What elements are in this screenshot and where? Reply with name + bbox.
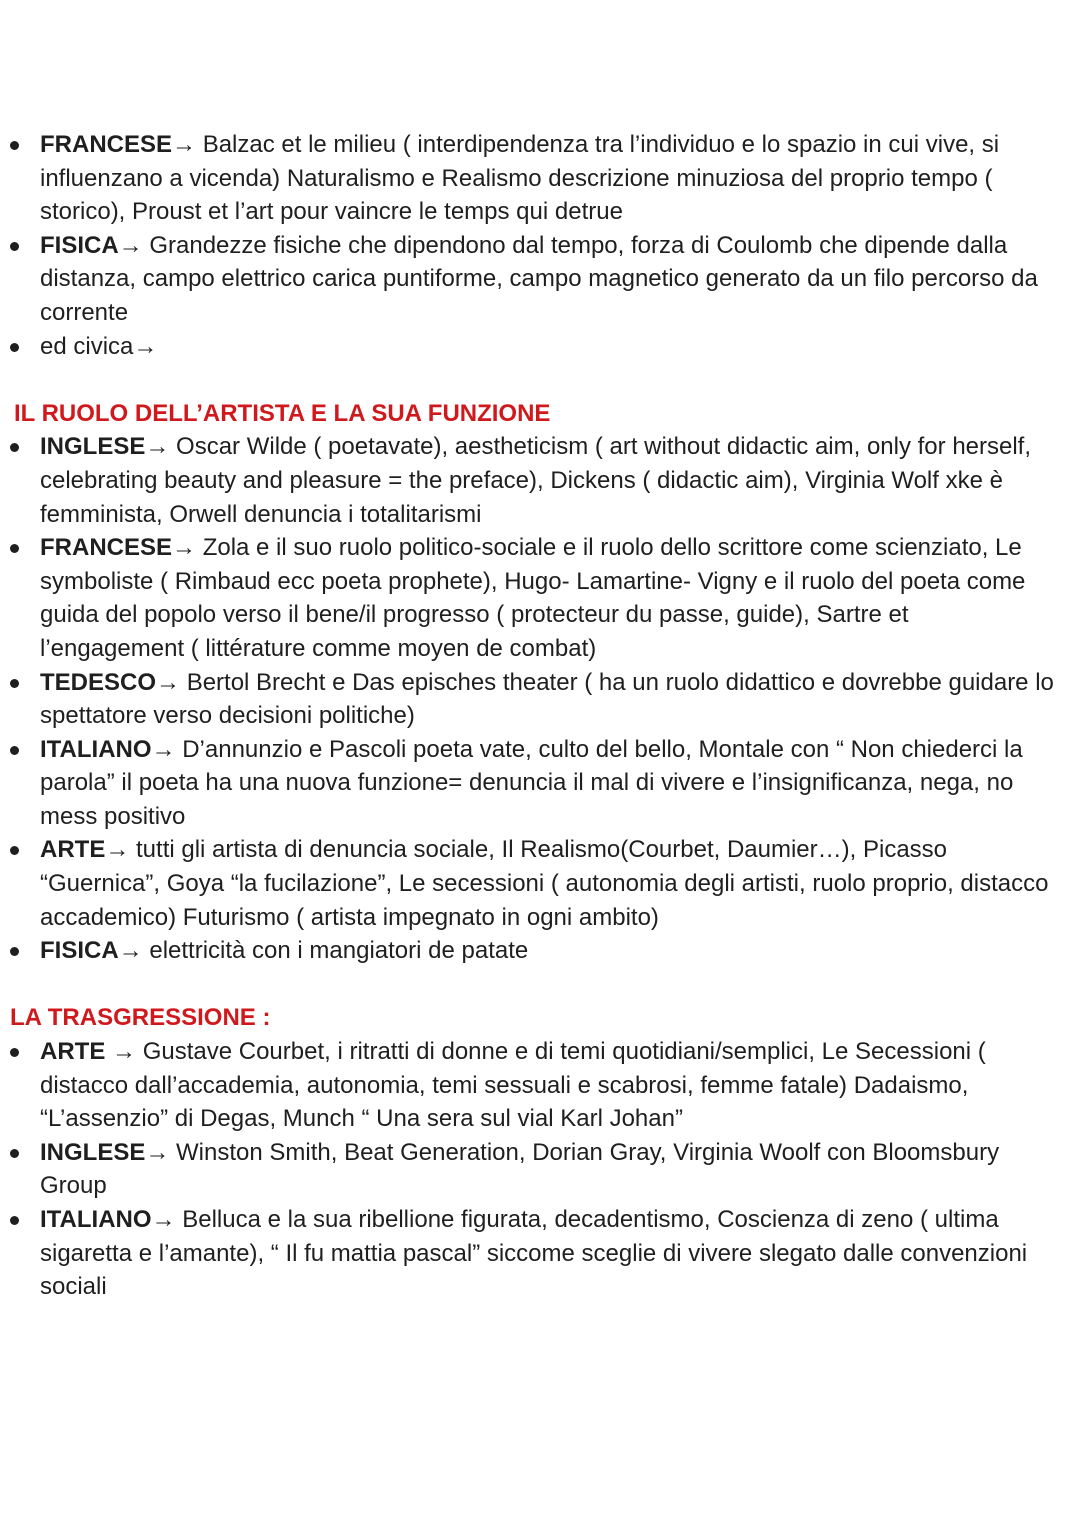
bullet-list-section-1	[0, 128, 1080, 363]
subject-label: ITALIANO	[40, 735, 152, 763]
item-text: Oscar Wilde ( poetavate), aestheticism ( art without didactic aim, only for herself, celebrating beauty and pleasure = the preface), Dickens ( didactic aim), Virginia Wolf xke è femminista, Orwell denuncia i totalitarismi	[40, 433, 1032, 528]
list-item	[0, 531, 1058, 665]
subject-label: TEDESCO	[40, 668, 157, 696]
arrow-glyph: →	[118, 937, 150, 965]
arrow-glyph: →	[172, 534, 203, 562]
bullet-icon	[10, 1216, 19, 1225]
subject-label: ARTE	[40, 1038, 106, 1066]
bullet-icon	[10, 544, 19, 553]
list-item	[0, 1136, 1058, 1203]
subject-label: FISICA	[40, 231, 119, 259]
subject-label: FISICA	[40, 937, 119, 965]
arrow-glyph: →	[145, 433, 177, 461]
subject-label: INGLESE	[40, 433, 146, 461]
item-text: Zola e il suo ruolo politico-sociale e il ruolo dello scrittore come scienziato, Le symboliste ( Rimbaud ecc poeta prophete), Hugo- Lamartine- Vigny e il ruolo del poeta come guida del popolo verso il bene/il progresso ( protecteur du passe, guide), Sartre et l’engagement ( littérature comme moyen de combat)	[40, 534, 1026, 662]
subject-label: FRANCESE	[40, 534, 173, 562]
list-item	[0, 430, 1058, 531]
item-text: Belluca e la sua ribellione figurata, decadentismo, Coscienza di zeno ( ultima sigaretta e l’amante), “ Il fu mattia pascal” siccome sceglie di vivere slegato dalle convenzioni sociali	[40, 1206, 1028, 1301]
list-item	[0, 1035, 1058, 1136]
notes-page	[0, 128, 1080, 1304]
list-item	[0, 330, 1058, 364]
arrow-glyph: →	[105, 836, 137, 864]
arrow-glyph: →	[145, 1138, 177, 1166]
list-item	[0, 934, 1058, 968]
subject-label: ITALIANO	[40, 1206, 152, 1233]
bullet-icon	[10, 679, 19, 688]
list-item	[0, 128, 1058, 229]
item-text: D’annunzio e Pascoli poeta vate, culto del bello, Montale con “ Non chiederci la parola” il poeta ha una nuova funzione= denuncia il mal di vivere e l’insignificanza, nega, no mess positivo	[40, 735, 1023, 830]
bullet-icon	[10, 242, 19, 251]
bullet-list-section-3	[0, 1035, 1080, 1304]
item-text: Balzac et le milieu ( interdipendenza tra l’individuo e lo spazio in cui vive, si influenzano a vicenda) Naturalismo e Realismo descrizione minuziosa del proprio tempo ( storico), Proust et l’art pour vaincre le temps qui detrue	[40, 131, 1000, 226]
section-heading-ruolo-artista: IL RUOLO DELL’ARTISTA E LA SUA FUNZIONE	[14, 399, 551, 427]
bullet-list-section-2	[0, 430, 1080, 968]
arrow-glyph: →	[151, 735, 183, 763]
arrow-glyph: →	[118, 231, 150, 259]
bullet-icon	[10, 1048, 19, 1057]
bullet-icon	[10, 1149, 19, 1158]
item-text: Bertol Brecht e Das episches theater ( ha un ruolo didattico e dovrebbe guidare lo spettatore verso decisioni politiche)	[40, 668, 1054, 730]
item-text: Gustave Courbet, i ritratti di donne e di temi quotidiani/semplici, Le Secessioni ( distacco dall’accademia, autonomia, temi sessuali e scabrosi, femme fatale) Dadaismo, “L’assenzio” di Degas, Munch “ Una sera sul vial Karl Johan”	[40, 1038, 986, 1133]
bullet-icon	[10, 846, 19, 855]
arrow-glyph: →	[151, 1206, 183, 1233]
list-item	[0, 833, 1058, 934]
item-text: ed civica→	[40, 332, 158, 360]
section-heading-trasgressione: LA TRASGRESSIONE :	[10, 1004, 271, 1032]
bullet-icon	[10, 443, 19, 452]
bullet-icon	[10, 746, 19, 755]
spacer	[0, 968, 1080, 1002]
bullet-icon	[10, 947, 19, 956]
subject-label: INGLESE	[40, 1138, 146, 1166]
subject-label: ARTE	[40, 836, 106, 864]
spacer	[0, 363, 1080, 397]
list-item	[0, 1203, 1058, 1304]
item-text: Grandezze fisiche che dipendono dal tempo, forza di Coulomb che dipende dalla distanza, campo elettrico carica puntiforme, campo magnetico generato da un filo percorso da corrente	[40, 231, 1038, 326]
bullet-icon	[10, 343, 19, 352]
item-text: Winston Smith, Beat Generation, Dorian Gray, Virginia Woolf con Bloomsbury Group	[40, 1138, 1000, 1200]
arrow-glyph: →	[105, 1038, 143, 1066]
item-text: tutti gli artista di denuncia sociale, Il Realismo(Courbet, Daumier…), Picasso “Guernica”, Goya “la fucilazione”, Le secessioni ( autonomia degli artisti, ruolo proprio, distacco accademico) Futurismo ( artista impegnato in ogni ambito)	[40, 836, 1049, 931]
arrow-glyph: →	[172, 131, 203, 158]
bullet-icon	[10, 141, 19, 150]
list-item	[0, 229, 1058, 330]
list-item	[0, 666, 1058, 733]
item-text: elettricità con i mangiatori de patate	[149, 937, 529, 965]
arrow-glyph: →	[156, 668, 187, 696]
list-item	[0, 733, 1058, 834]
subject-label: FRANCESE	[40, 131, 173, 158]
